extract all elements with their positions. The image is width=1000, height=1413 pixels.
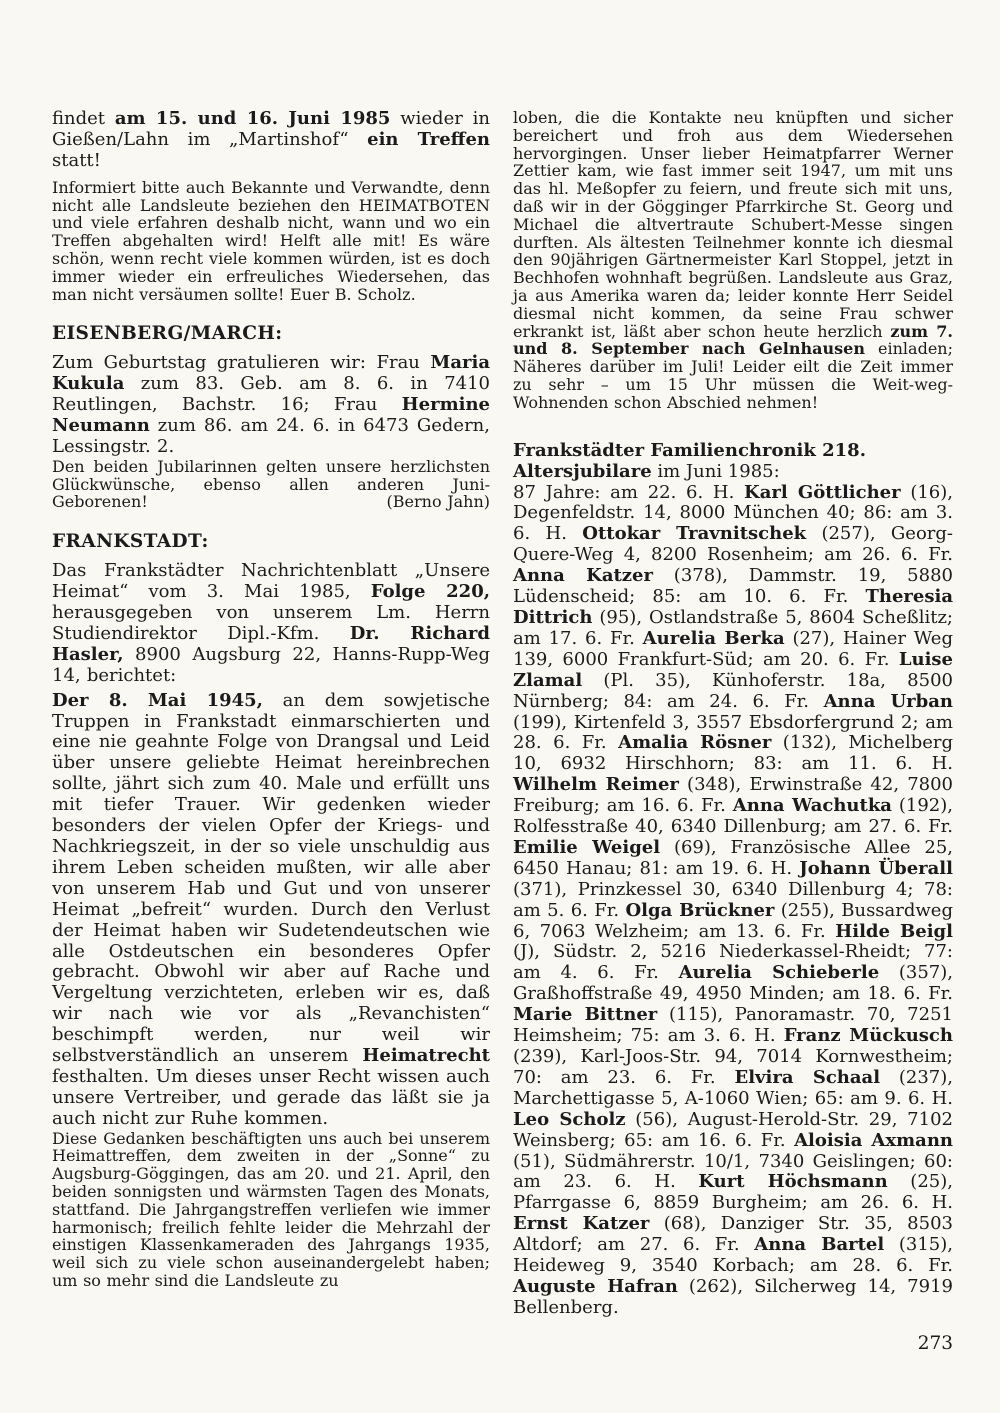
right-column <box>513 109 953 1354</box>
paragraph-info-appeal: Informiert bitte auch Bekannte und Verwandte, denn nicht alle Landsleute beziehen den HEIMATBOTEN und viele erfahren deshalb nicht, wann und wo ein Treffen abgehalten wird! Helft alle mit! Es wäre schön, wenn recht viele kommen würden, ist es doch immer wieder ein erfreuliches Wiedersehen, das man nicht versäumen sollte! Euer B. Scholz. <box>52 177 490 304</box>
heading-familienchronik: Frankstädter Familienchronik 218. <box>513 439 866 461</box>
heading-eisenberg-march: EISENBERG/MARCH: <box>52 323 283 345</box>
paragraph-jubilare-list: 87 Jahre: am 22. 6. H. Karl Göttlicher (16), Degenfeldstr. 14, 8000 München 40; 86: am 3. 6. H. Ottokar Travnitschek (257), Georg-Quere-Weg 4, 8200 Rosenheim; am 26. 6. Fr. Anna Katzer (378), Dammstr. 19, 5880 Lüdenscheid; 85: am 10. 6. Fr. Theresia Dittrich (95), Ostlandstraße 5, 8604 Scheßlitz; am 17. 6. Fr. Aurelia Berka (27), Hainer Weg 139, 6000 Frankfurt-Süd; am 20. 6. Fr. Luise Zlamal (Pl. 35), Künhoferstr. 18a, 8500 Nürnberg; 84: am 24. 6. Fr. Anna Urban (199), Kirtenfeld 3, 3557 Ebsdorfergrund 2; am 28. 6. Fr. Amalia Rösner (132), Michelberg 10, 6932 Hirschhorn; 83: am 11. 6. H. Wilhelm Reimer (348), Erwinstraße 42, 7800 Freiburg; am 16. 6. Fr. Anna Wachutka (192), Rolfesstraße 40, 6340 Dillenburg; am 27. 6. Fr. Emilie Weigel (69), Französische Allee 25, 6450 Hanau; 81: am 19. 6. H. Johann Überall (371), Prinzkessel 30, 6340 Dillenburg 4; 78: am 5. 6. Fr. Olga Brückner (255), Bussardweg 6, 7063 Welzheim; am 13. 6. Fr. Hilde Beigl (J), Südstr. 2, 5216 Niederkassel-Rheidt; 77: am 4. 6. Fr. Aurelia Schieberle (357), Graßhoffstraße 49, 4950 Minden; am 18. 6. Fr. Marie Bittner (115), Panoramastr. 70, 7251 Heimsheim; 75: am 3. 6. H. Franz Mückusch (239), Karl-Joos-Str. 94, 7014 Kornwestheim; 70: am 23. 6. Fr. Elvira Schaal (237), Marchettigasse 5, A-1060 Wien; 65: am 9. 6. H. Leo Scholz (56), August-Herold-Str. 29, 7102 Weinsberg; 65: am 16. 6. Fr. Aloisia Axmann (51), Südmährerstr. 10/1, 7340 Geislingen; 60: am 23. 6. H. Kurt Höchsmann (25), Pfarrgasse 6, 8859 Burgheim; am 26. 6. H. Ernst Katzer (68), Danziger Str. 35, 8503 Altdorf; am 27. 6. Fr. Anna Bartel (315), Heideweg 9, 3540 Korbach; am 28. 6. Fr. Auguste Hafran (262), Silcherweg 14, 7919 Bellenberg. <box>513 481 953 1318</box>
left-column <box>52 109 490 1290</box>
paragraph-continuation-treffen-bericht: loben, die die Kontakte neu knüpften und sicher bereichert und froh aus dem Wiedersehen hervorgingen. Unser lieber Heimatpfarrer Werner Zettier kam, wie fast immer seit 1947, um mit uns das hl. Meßopfer zu feiern, und freute sich mit uns, daß wir in der Gögginger Pfarrkirche St. Georg und Michael die altvertraute Schubert-Messe singen durften. Als ältesten Teilnehmer konnte ich diesmal den 90jährigen Gärtnermeister Karl Stoppel, jetzt in Bechhofen wohnhaft begrüßen. Landsleute aus Graz, ja aus Amerika waren da; leider konnte Herr Seidel diesmal nicht kommen, da seine Frau schwer erkrankt ist, läßt aber schon heute herzlich zum 7. und 8. September nach Gelnhausen einladen; Näheres darüber im Juli! Leider eilt die Zeit immer zu sehr – um 15 Uhr müssen die Weit-weg-Wohnenden schon Abschied nehmen! <box>513 108 954 412</box>
paragraph-frankstadt-mai1945: Der 8. Mai 1945, an dem sowjetische Truppen in Frankstadt einmarschierten und eine nie geahnte Folge von Drangsal und Leid über unsere geliebte Heimat hereinbrechen sollte, jährt sich zum 40. Male und erfüllt uns mit tiefer Trauer. Wir gedenken wieder besonders der vielen Opfer der Kriegs- und Nachkriegszeit, in der so viele unschuldig aus ihrem Leben scheiden mußten, wir alle aber von unserem Hab und Gut und von unserer Heimat „befreit“ wurden. Durch den Verlust der Heimat haben wir Sudetendeutschen wie alle Ostdeutschen ein besonderes Opfer gebracht. Obwohl wir aber auf Rache und Vergeltung verzichteten, erleben wir es, daß wir nach wie vor als „Revanchisten“ beschimpft werden, nur weil wir selbstverständlich an unserem Heimatrecht festhalten. Um dieses unser Recht wissen auch unsere Vertreiber, und gerade das läßt sie ja auch nicht zur Ruhe kommen. <box>52 689 490 1129</box>
line-altersjubilare: Altersjubilare im Juni 1985: <box>513 461 780 483</box>
paragraph-treffen-announcement: findet am 15. und 16. Juni 1985 wieder in Gießen/Lahn im „Martinshof“ ein Treffen statt! <box>52 108 491 171</box>
paragraph-congratulations <box>52 458 490 511</box>
paragraph-heimattreffen: Diese Gedanken beschäftigten uns auch bei unserem Heimattreffen, dem zweiten in der „Sonne“ zu Augsburg-Göggingen, das am 20. und 21. April, den beiden sonnigsten und wärmsten Tagen des Monats, stattfand. Die Jahrgangstreffen verliefen wie immer harmonisch; freilich fehlte leider die Mehrzahl der einstigen Klassenkameraden des Jahrgangs 1935, weil sich zu viele schon auseinandergelebt haben; um so mehr sind die Landsleute zu <box>52 1128 490 1291</box>
heading-frankstadt: FRANKSTADT: <box>52 531 209 553</box>
paragraph-eisenberg-birthdays: Zum Geburtstag gratulieren wir: Frau Maria Kukula zum 83. Geb. am 8. 6. in 7410 Reutlingen, Bachstr. 16; Frau Hermine Neumann zum 86. am 24. 6. in 6473 Gedern, Lessingstr. 2. <box>52 352 490 457</box>
signature-berno-jahn: (Berno Jahn) <box>386 492 490 512</box>
page-number: 273 <box>917 1332 953 1354</box>
congratulations-text: Den beiden Jubilarinnen gelten unsere herzlichsten Glückwünsche, ebenso allen anderen Juni-Geborenen! <box>52 456 490 512</box>
paragraph-frankstadt-intro: Das Frankstädter Nachrichtenblatt „Unsere Heimat“ vom 3. Mai 1985, Folge 220, herausgegeben von unserem Lm. Herrn Studiendirektor Dipl.-Kfm. Dr. Richard Hasler, 8900 Augsburg 22, Hanns-Rupp-Weg 14, berichtet: <box>52 560 490 686</box>
